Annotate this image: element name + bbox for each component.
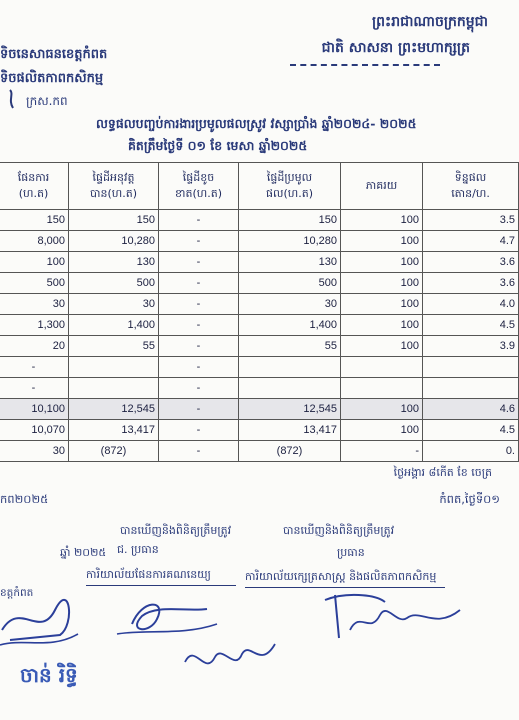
table-cell: - <box>159 252 239 273</box>
table-cell: - <box>159 336 239 357</box>
table-cell: 100 <box>341 336 423 357</box>
table-cell: 12,545 <box>239 399 341 420</box>
office-name-2: ការិយាល័យក្សេត្រសាស្ត្រ និងផលិតភាពកសិកម្ម <box>245 570 437 583</box>
table-cell: - <box>0 357 69 378</box>
table-cell: (872) <box>69 441 159 462</box>
ink-mark <box>6 88 20 110</box>
table-cell <box>69 357 159 378</box>
chief-title-1: ជ. ប្រធាន <box>117 543 159 556</box>
table-row <box>0 441 519 462</box>
table-cell: 500 <box>239 273 341 294</box>
table-cell: 55 <box>239 336 341 357</box>
table-row <box>0 273 519 294</box>
table-cell: 12,545 <box>69 399 159 420</box>
table-cell: 8,000 <box>0 231 69 252</box>
table-cell: 4.5 <box>423 420 519 441</box>
date-right: កំពត,ថ្ងៃទី០១ <box>439 492 500 506</box>
table-cell: 500 <box>69 273 159 294</box>
date-left: កព២០២៥ <box>0 492 49 506</box>
as-of-date: គិតត្រឹមថ្ងៃទី ០១ ខែ មេសា ឆ្នាំ២០២៥ <box>128 138 308 153</box>
table-cell: 500 <box>0 273 69 294</box>
table-cell: 100 <box>341 252 423 273</box>
table-cell: 100 <box>341 294 423 315</box>
table-cell: 13,417 <box>69 420 159 441</box>
table-cell: 1,400 <box>239 315 341 336</box>
table-cell: 130 <box>69 252 159 273</box>
left-chief-label: ខត្តកំពត <box>0 587 34 599</box>
harvest-results-table <box>0 162 519 462</box>
table-cell: 150 <box>239 210 341 231</box>
signatory-name: ចាន់ រិទ្ធិ <box>20 663 78 687</box>
table-header-row <box>0 163 519 210</box>
signature-planning-office-2 <box>180 632 280 682</box>
table-cell: 10,280 <box>239 231 341 252</box>
table-row <box>0 252 519 273</box>
table-cell: 100 <box>341 399 423 420</box>
table-cell: 13,417 <box>239 420 341 441</box>
table-cell: 100 <box>341 315 423 336</box>
table-cell: 3.9 <box>423 336 519 357</box>
table-cell: - <box>159 231 239 252</box>
department-name: ទិចផលិតកាពកសិកម្ម <box>0 71 104 86</box>
table-row <box>0 420 519 441</box>
verification-label-1: បានឃើញនិងពិនិត្យត្រឹមត្រូវ <box>120 524 232 537</box>
year-label: ឆ្នាំ ២០២៥ <box>60 546 107 559</box>
table-cell <box>341 357 423 378</box>
table-cell: 4.5 <box>423 315 519 336</box>
table-cell: 10,100 <box>0 399 69 420</box>
table-cell: - <box>159 399 239 420</box>
table-cell: 100 <box>341 210 423 231</box>
column-header-harvested: ផ្ទៃដីប្រមូល ផល(ហ.ត) <box>239 163 341 210</box>
national-motto: ជាតិ សាសនា ព្រះមហាក្សត្រ <box>321 40 470 56</box>
table-row <box>0 357 519 378</box>
table-cell: 10,280 <box>69 231 159 252</box>
table-cell: - <box>0 378 69 399</box>
office-name-1: ការិយាល័យផែនការគណនេយ្យ <box>86 568 211 581</box>
table-cell: 1,400 <box>69 315 159 336</box>
document-title: លទ្ធផលបញ្ចប់ការងារប្រមូលផលស្រូវ វស្សាប្រាំង ឆ្នាំ២០២៤- ២០២៥ <box>96 116 417 131</box>
table-row <box>0 378 519 399</box>
table-cell: (872) <box>239 441 341 462</box>
table-cell: 10,070 <box>0 420 69 441</box>
lunar-date: ថ្ងៃអង្គារ ៨កើត ខែ ចេត្រ <box>393 466 492 479</box>
table-row <box>0 210 519 231</box>
table-row <box>0 336 519 357</box>
table-cell <box>423 357 519 378</box>
motto-divider <box>290 64 440 66</box>
table-cell <box>239 378 341 399</box>
table-cell: 4.0 <box>423 294 519 315</box>
table-cell: - <box>159 378 239 399</box>
table-row <box>0 315 519 336</box>
signature-left <box>0 590 80 650</box>
office-underline-2 <box>245 587 445 588</box>
table-cell: 1,300 <box>0 315 69 336</box>
table-row <box>0 294 519 315</box>
table-cell: 3.6 <box>423 252 519 273</box>
column-header-damaged: ផ្ទៃដីខូច ខាត(ហ.ត) <box>159 163 239 210</box>
kingdom-heading: ព្រះរាជាណាចក្រកម្ពុជា <box>371 14 488 30</box>
table-cell: 30 <box>69 294 159 315</box>
table-cell: - <box>159 357 239 378</box>
table-cell: 30 <box>0 441 69 462</box>
column-header-plan: ផែនការ (ហ.ត) <box>0 163 69 210</box>
table-row <box>0 399 519 420</box>
table-cell: 4.6 <box>423 399 519 420</box>
table-row <box>0 231 519 252</box>
table-cell: 150 <box>69 210 159 231</box>
table-cell: 100 <box>341 420 423 441</box>
table-cell: - <box>159 210 239 231</box>
table-cell: 100 <box>341 231 423 252</box>
table-cell: 30 <box>239 294 341 315</box>
table-cell: - <box>159 420 239 441</box>
table-cell: 3.6 <box>423 273 519 294</box>
table-cell <box>69 378 159 399</box>
table-cell <box>341 378 423 399</box>
table-cell: 30 <box>0 294 69 315</box>
table-cell: 100 <box>0 252 69 273</box>
column-header-percent: ភាគរយ <box>341 163 423 210</box>
office-underline-1 <box>86 585 236 586</box>
table-cell: 130 <box>239 252 341 273</box>
table-cell: 150 <box>0 210 69 231</box>
column-header-yield: ទិន្នផល តោន/ហ. <box>423 163 519 210</box>
table-cell <box>423 378 519 399</box>
table-cell: - <box>159 294 239 315</box>
signature-agronomy-office <box>325 590 465 650</box>
table-cell: - <box>159 273 239 294</box>
table-cell: - <box>159 441 239 462</box>
table-cell: 55 <box>69 336 159 357</box>
table-cell: 20 <box>0 336 69 357</box>
ministry-name: ទិចនេសាធនខេត្តកំពត <box>0 47 108 62</box>
column-header-implemented: ផ្ទៃដីអនុវត្ត បាន(ហ.ត) <box>69 163 159 210</box>
table-cell: - <box>341 441 423 462</box>
document-number: ក្រស.កព <box>26 94 68 108</box>
verification-label-2: បានឃើញនិងពិនិត្យត្រឹមត្រូវ <box>283 524 395 537</box>
table-cell: 3.5 <box>423 210 519 231</box>
table-cell: 0. <box>423 441 519 462</box>
chief-title-2: ប្រធាន <box>337 546 365 559</box>
table-cell: 100 <box>341 273 423 294</box>
table-cell <box>239 357 341 378</box>
table-cell: 4.7 <box>423 231 519 252</box>
table-cell: - <box>159 315 239 336</box>
